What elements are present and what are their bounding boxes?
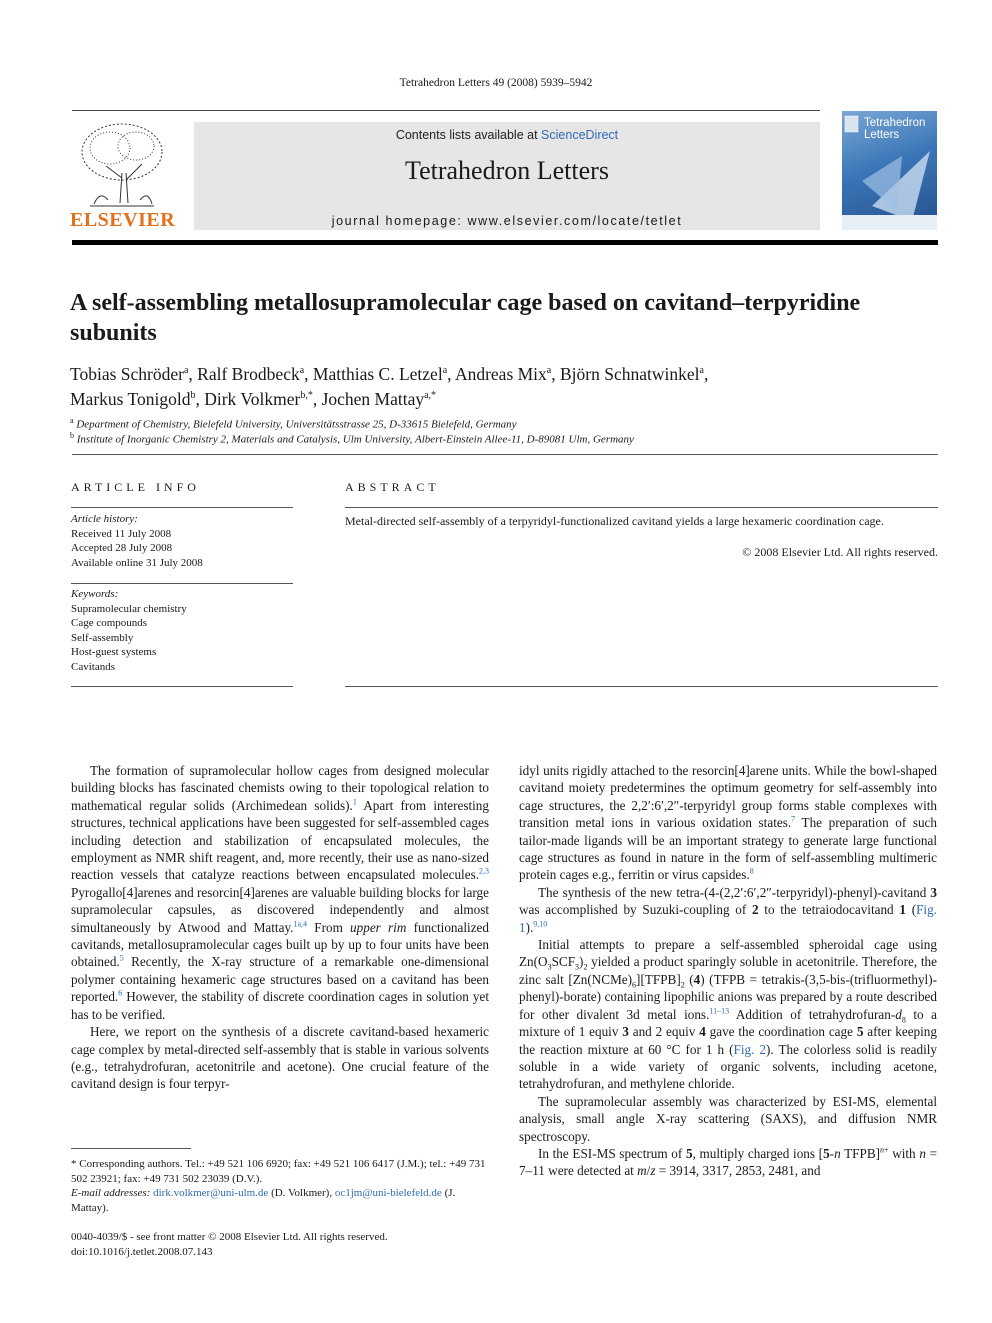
article-info-heading: ARTICLE INFO (71, 480, 200, 494)
section-rule (72, 454, 938, 455)
keyword: Cavitands (71, 660, 115, 673)
affiliation-text: Institute of Inorganic Chemistry 2, Materials and Catalysis, Ulm University, Albert-Einstein Allee-11, D-89081 Ulm, Germany (76, 433, 634, 446)
author-name: Tobias Schröder (70, 363, 184, 384)
affiliation-mark: a (70, 416, 74, 425)
issn-block (71, 1230, 388, 1259)
author-sep: , (304, 363, 313, 384)
cover-title-line-2: Letters (864, 129, 900, 141)
abstract-rule (345, 507, 938, 508)
body-paragraph: In the ESI-MS spectrum of 5, multiply charged ions [5-n TFPB]$^{n+}$ with n = 7–11 were detected at m/z = 3914, 3317, 2853, 2481, and (519, 1145, 938, 1179)
issn-line: 0040-4039/$ - see front matter © 2008 Elsevier Ltd. All rights reserved. (71, 1231, 388, 1243)
author-affil-mark: a (699, 365, 704, 376)
keywords-label: Keywords: (71, 588, 119, 600)
author-sep: , (703, 363, 709, 384)
cover-title (864, 117, 925, 141)
keywords (71, 587, 187, 674)
received-date: Received 11 July 2008 (71, 527, 172, 540)
journal-reference: Tetrahedron Letters 49 (2008) 5939–5942 (399, 77, 593, 89)
author-name: Markus Tonigold (70, 388, 191, 409)
email-owner: (D. Volkmer), (271, 1187, 333, 1199)
abstract-heading: ABSTRACT (345, 480, 440, 494)
author-name: Björn Schnatwinkel (560, 363, 700, 384)
email-label: E-mail addresses: (71, 1187, 151, 1199)
author-affil-mark: a (442, 365, 448, 376)
author-affil-mark: a (546, 365, 552, 376)
author-name: Jochen Mattay (321, 388, 425, 409)
keyword: Host-guest systems (71, 646, 157, 658)
history-label: Article history: (71, 513, 138, 525)
article-title: A self-assembling metallosupramolecular cage based on cavitand–terpyridine subunits (70, 290, 861, 346)
email-owner: (J. Mattay). (71, 1187, 456, 1214)
masthead-rule (72, 110, 820, 111)
article-info-rule (71, 507, 293, 508)
elsevier-tree-icon (70, 118, 174, 214)
accepted-date: Accepted 28 July 2008 (71, 542, 173, 554)
author-sep: , (551, 363, 560, 384)
body-paragraph: idyl units rigidly attached to the resorcin[4]arene units. While the bowl-shaped cavitand moiety predetermines the optimum geometry for self-assembly into cage structures, the 2,2′:6′,2″-terpyridyl group forms stable complexes with transition metal ions in various oxidation states.$^7$ The preparation of such tailor-made ligands will be an important strategy to generate large functional cage structures as found in nature in the form of self-assembling multimeric protein cages e.g., ferritin or virus capsides.$^8$ (519, 763, 938, 883)
elsevier-logo (70, 118, 174, 236)
body-column-right (519, 762, 937, 1180)
journal-homepage[interactable]: journal homepage: www.elsevier.com/locate/tetlet (331, 214, 683, 228)
article-info-rule (71, 686, 293, 687)
doi-line: doi:10.1016/j.tetlet.2008.07.143 (71, 1245, 213, 1258)
author-affil-mark: a (299, 365, 305, 376)
author-name: Ralf Brodbeck (197, 363, 300, 384)
body-paragraph: The synthesis of the new tetra-(4-(2,2′:6′,2″-terpyridyl)-phenyl)-cavitand 3 was accomplished by Suzuki-coupling of 2 to the tetraiodocavitand 1 (Fig. 1).$^{9,10}$ (519, 884, 937, 935)
author-list (70, 360, 930, 410)
body-paragraph: The formation of supramolecular hollow cages from designed molecular building blocks has fascinated chemists owing to their topological relation to mathematical regular solids (Archimedean solids).$^1$ Apart from interesting structures, technical applications have been suggested for self-assembled cages including detection and stabilization of encapsulated molecules, the employment as NMR shift reagent, and, more recently, their use as nano-sized reaction vessels that catalyze reactions between encapsulated molecules.$^{2,3}$ Pyrogallo[4]arenes and resorcin[4]arenes are valuable building blocks for large supramolecular capsules, as discovered independently and almost simultaneously by Atwood and Mattay.$^{1a,4}$ From upper rim functionalized cavitands, metallosupramolecular cages built up by up to four units have been obtained.$^5$ Recently, the X-ray structure of a remarkable one-dimensional polymer containing hexameric cage structures based on a cavitand has been reported.$^6$ However, the stability of discrete coordination cages in solution yet has to be verified. (71, 763, 489, 1022)
header-thick-rule (72, 240, 938, 245)
body-paragraph: The supramolecular assembly was characterized by ESI-MS, elemental analysis, small angle X-ray scattering (SAXS), and diffusion NMR spectroscopy. (519, 1093, 937, 1144)
author-sep: , (188, 363, 198, 384)
online-date: Available online 31 July 2008 (71, 556, 203, 569)
author-sep: , (447, 363, 455, 384)
article-info-rule (71, 583, 293, 584)
author-affil-mark: a (183, 365, 189, 376)
abstract-copyright: © 2008 Elsevier Ltd. All rights reserved. (742, 545, 938, 559)
body-column-left (71, 762, 489, 1093)
affiliation-mark: b (70, 431, 74, 440)
cover-title-line-1: Tetrahedron (864, 117, 926, 129)
email-line (71, 1186, 489, 1215)
journal-name: Tetrahedron Letters (405, 156, 609, 185)
keyword: Self-assembly (71, 631, 134, 644)
author-name: Andreas Mix (454, 363, 547, 384)
author-affil-mark: a,* (424, 389, 437, 401)
contents-line (194, 128, 820, 142)
abstract-rule (345, 686, 938, 687)
author-affil-mark: b,* (300, 389, 313, 401)
keyword: Cage compounds (71, 617, 148, 629)
affiliation-text: Department of Chemistry, Bielefeld University, Universitätsstrasse 25, D-33615 Bielefeld, Germany (76, 418, 517, 431)
article-history (71, 512, 203, 570)
journal-cover-image (842, 111, 937, 230)
affiliation-a (70, 416, 517, 431)
author-name: Matthias C. Letzel (312, 363, 443, 384)
footnote (71, 1157, 489, 1215)
contents-prefix: Contents lists available at (395, 128, 538, 142)
author-affil-mark: b (190, 389, 196, 401)
body-paragraph: Here, we report on the synthesis of a discrete cavitand-based hexameric cage complex by metal-directed self-assembly that is stable in various solvents (e.g., tetrahydrofuran, acetonitrile and acetone). One crucial feature of the cavitand design is four terpyr- (71, 1024, 489, 1092)
journal-header-band (194, 122, 820, 230)
author-sep: , (312, 388, 322, 409)
body-paragraph: Initial attempts to prepare a self-assembled spheroidal cage using $Zn(O_3SCF_3)_2$ yielded a product sparingly soluble in acetonitrile. Therefore, the zinc salt $[Zn(NCMe)_6][TFPB]_2$ (4) (TFPB = tetrakis-(3,5-bis-(trifluormethyl)-phenyl)-borate) containing lipophilic anions was prepared by a route described for other divalent 3d metal ions.$^{11-13}$ Addition of tetrahydrofuran-$d_8$ to a mixture of 1 equiv 3 and 2 equiv 4 gave the coordination cage 5 after keeping the reaction mixture at 60 °C for 1 h (Fig. 2). The colorless solid is readily soluble in a wide variety of organic solvents, including acetone, tetrahydrofuran, and methylene chloride. (519, 937, 938, 1092)
abstract-text: Metal-directed self-assembly of a terpyridyl-functionalized cavitand yields a large hexameric coordination cage. (345, 514, 884, 528)
author-sep: , (195, 388, 205, 409)
author-name: Dirk Volkmer (204, 388, 301, 409)
sciencedirect-link[interactable]: ScienceDirect (541, 128, 619, 142)
email-link[interactable]: oc1jm@uni-bielefeld.de (334, 1187, 442, 1199)
elsevier-wordmark: ELSEVIER (70, 209, 176, 231)
corresponding-author-note: * Corresponding authors. Tel.: +49 521 106 6920; fax: +49 521 106 6417 (J.M.); tel.: +49 731 502 23921; fax: +49 731 502 23039 (D.V.). (71, 1158, 486, 1185)
footnote-rule (71, 1148, 191, 1149)
keyword: Supramolecular chemistry (71, 602, 187, 615)
email-link[interactable]: dirk.volkmer@uni-ulm.de (153, 1187, 269, 1199)
affiliation-b (70, 431, 634, 446)
